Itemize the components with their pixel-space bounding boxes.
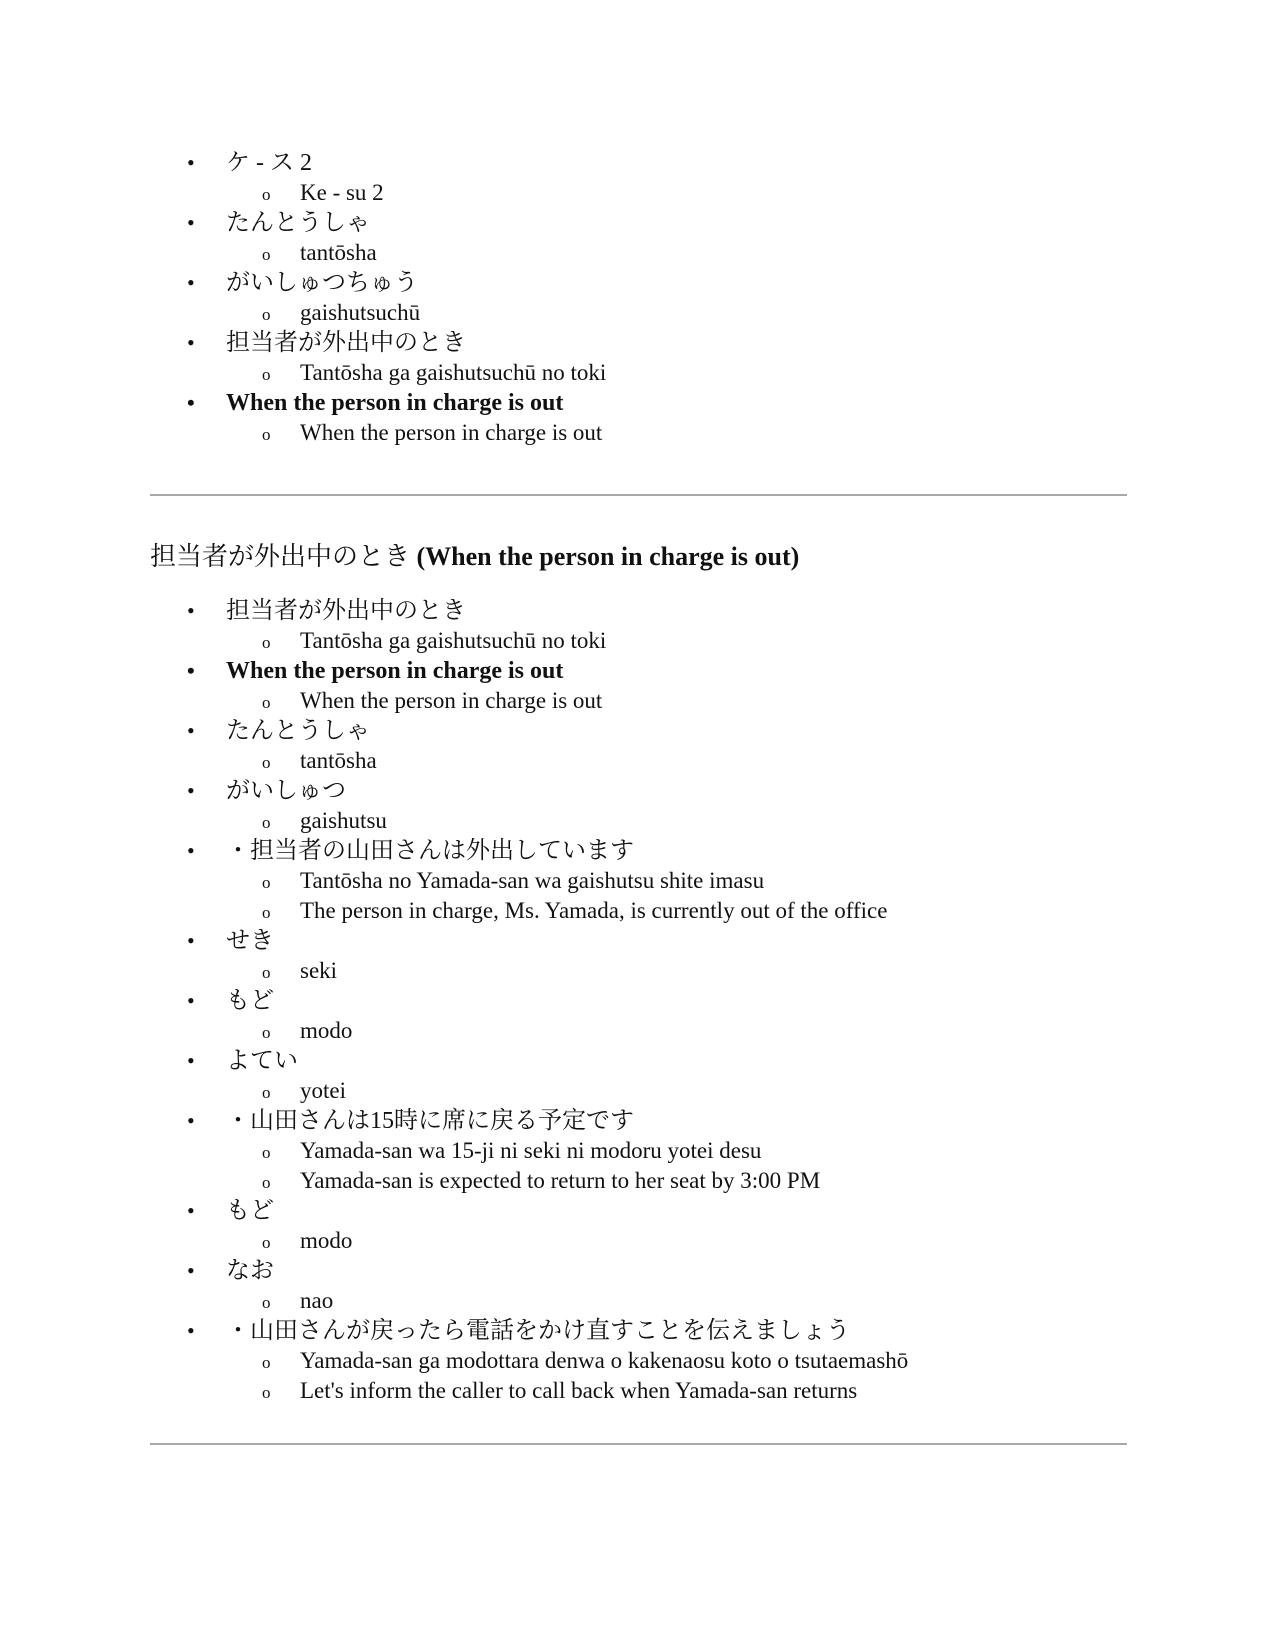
term — [0, 388, 1275, 418]
sub-list-item — [0, 896, 1275, 926]
term — [0, 776, 1275, 806]
bullet-disc-icon: • — [187, 1048, 195, 1073]
bullet-circle-icon: o — [262, 1083, 271, 1102]
sub-list — [0, 1076, 1275, 1106]
sub-list — [0, 1346, 1275, 1406]
sub-text: Yamada-san is expected to return to her seat by 3:00 PM — [300, 1168, 821, 1193]
list-item — [0, 208, 1275, 268]
bullet-circle-icon: o — [262, 1353, 271, 1372]
bullet-disc-icon: • — [187, 330, 195, 355]
vocab-list-1 — [0, 148, 1275, 448]
term — [0, 1316, 1275, 1346]
term-text: When the person in charge is out — [226, 390, 564, 416]
bullet-disc-icon: • — [187, 658, 195, 683]
sub-list — [0, 806, 1275, 836]
list-item — [0, 986, 1275, 1046]
term — [0, 1046, 1275, 1076]
sub-text: gaishutsu — [300, 808, 387, 833]
term-text: よてい — [226, 1048, 298, 1074]
sub-list-item — [0, 1076, 1275, 1106]
sub-text: modo — [300, 1018, 353, 1043]
term-text: When the person in charge is out — [226, 658, 564, 684]
bullet-circle-icon: o — [262, 1143, 271, 1162]
section-heading-en: (When the person in charge is out) — [416, 542, 800, 571]
term-text: たんとうしゃ — [226, 718, 370, 744]
sub-text: yotei — [300, 1078, 346, 1103]
sub-list-item — [0, 1286, 1275, 1316]
term — [0, 328, 1275, 358]
term — [0, 926, 1275, 956]
bullet-circle-icon: o — [262, 1173, 271, 1192]
sub-list-item — [0, 686, 1275, 716]
list-item — [0, 388, 1275, 448]
term — [0, 268, 1275, 298]
sub-list-item — [0, 1346, 1275, 1376]
list-item — [0, 836, 1275, 926]
term-text: ・山田さんは15時に席に戻る予定です — [226, 1108, 634, 1134]
list-item — [0, 1106, 1275, 1196]
bullet-disc-icon: • — [187, 988, 195, 1013]
term — [0, 716, 1275, 746]
list-item — [0, 926, 1275, 986]
sub-list-item — [0, 418, 1275, 448]
sub-text: Yamada-san wa 15-ji ni seki ni modoru yotei desu — [300, 1138, 762, 1163]
bullet-circle-icon: o — [262, 693, 271, 712]
bullet-circle-icon: o — [262, 873, 271, 892]
term-text: がいしゅつ — [226, 778, 346, 804]
sub-text: seki — [300, 958, 338, 983]
term — [0, 596, 1275, 626]
term-text: ケ - ス 2 — [226, 150, 312, 176]
bullet-circle-icon: o — [262, 753, 271, 772]
bullet-circle-icon: o — [262, 305, 271, 324]
term-text: たんとうしゃ — [226, 210, 370, 236]
term — [0, 1106, 1275, 1136]
sub-text: The person in charge, Ms. Yamada, is currently out of the office — [300, 898, 888, 923]
bullet-disc-icon: • — [187, 838, 195, 863]
bullet-disc-icon: • — [187, 210, 195, 235]
term — [0, 986, 1275, 1016]
list-item — [0, 776, 1275, 836]
bullet-circle-icon: o — [262, 903, 271, 922]
bullet-circle-icon: o — [262, 245, 271, 264]
bullet-disc-icon: • — [187, 150, 195, 175]
bullet-circle-icon: o — [262, 365, 271, 384]
sub-list — [0, 358, 1275, 388]
bullet-disc-icon: • — [187, 1108, 195, 1133]
sub-text: nao — [300, 1288, 334, 1313]
sub-list — [0, 1016, 1275, 1046]
sub-list — [0, 626, 1275, 656]
bullet-disc-icon: • — [187, 1198, 195, 1223]
list-item — [0, 268, 1275, 328]
section-heading — [150, 540, 799, 574]
bullet-circle-icon: o — [262, 1023, 271, 1042]
bullet-circle-icon: o — [262, 425, 271, 444]
bullet-disc-icon: • — [187, 270, 195, 295]
sub-text: Yamada-san ga modottara denwa o kakenaosu koto o tsutaemashō — [300, 1348, 909, 1373]
list-item — [0, 596, 1275, 656]
sub-text: When the person in charge is out — [300, 420, 603, 445]
list-item — [0, 328, 1275, 388]
term-text: ・山田さんが戻ったら電話をかけ直すことを伝えましょう — [226, 1318, 850, 1344]
sub-list — [0, 178, 1275, 208]
sub-list-item — [0, 866, 1275, 896]
term-text: なお — [226, 1258, 274, 1284]
sub-list-item — [0, 1136, 1275, 1166]
term — [0, 148, 1275, 178]
sub-list-item — [0, 298, 1275, 328]
sub-text: modo — [300, 1228, 353, 1253]
sub-text: Ke - su 2 — [300, 180, 384, 205]
sub-list — [0, 1286, 1275, 1316]
sub-list — [0, 1226, 1275, 1256]
sub-list-item — [0, 178, 1275, 208]
term-text: 担当者が外出中のとき — [226, 598, 466, 624]
bullet-circle-icon: o — [262, 185, 271, 204]
bullet-circle-icon: o — [262, 1293, 271, 1312]
term-text: せき — [226, 928, 274, 954]
sub-list-item — [0, 956, 1275, 986]
sub-list-item — [0, 806, 1275, 836]
list-item — [0, 1046, 1275, 1106]
sub-list-item — [0, 238, 1275, 268]
list-item — [0, 1316, 1275, 1406]
bullet-circle-icon: o — [262, 963, 271, 982]
bullet-circle-icon: o — [262, 813, 271, 832]
sub-list-item — [0, 626, 1275, 656]
sub-text: Tantōsha ga gaishutsuchū no toki — [300, 360, 607, 385]
bullet-disc-icon: • — [187, 1258, 195, 1283]
bullet-disc-icon: • — [187, 1318, 195, 1343]
list-item — [0, 148, 1275, 208]
bullet-disc-icon: • — [187, 778, 195, 803]
vocab-list-2 — [0, 596, 1275, 1406]
sub-list — [0, 746, 1275, 776]
section-heading-jp: 担当者が外出中のとき — [150, 542, 411, 571]
sub-text: gaishutsuchū — [300, 300, 421, 325]
bullet-circle-icon: o — [262, 633, 271, 652]
list-item — [0, 1196, 1275, 1256]
sub-list-item — [0, 1226, 1275, 1256]
term-text: もど — [226, 988, 274, 1014]
sub-list-item — [0, 1376, 1275, 1406]
bullet-disc-icon: • — [187, 928, 195, 953]
sub-text: tantōsha — [300, 240, 377, 265]
sub-text: When the person in charge is out — [300, 688, 603, 713]
term — [0, 1196, 1275, 1226]
bullet-disc-icon: • — [187, 598, 195, 623]
list-item — [0, 1256, 1275, 1316]
sub-list-item — [0, 1016, 1275, 1046]
sub-list — [0, 686, 1275, 716]
sub-list — [0, 866, 1275, 926]
sub-text: Tantōsha ga gaishutsuchū no toki — [300, 628, 607, 653]
sub-list — [0, 418, 1275, 448]
sub-list — [0, 1136, 1275, 1196]
term-text: がいしゅつちゅう — [226, 270, 418, 296]
bullet-disc-icon: • — [187, 718, 195, 743]
term — [0, 656, 1275, 686]
sub-list-item — [0, 358, 1275, 388]
term — [0, 836, 1275, 866]
sub-list — [0, 956, 1275, 986]
sub-text: Let's inform the caller to call back when Yamada-san returns — [300, 1378, 858, 1403]
horizontal-rule — [150, 1443, 1127, 1445]
sub-list — [0, 238, 1275, 268]
term — [0, 1256, 1275, 1286]
term-text: 担当者が外出中のとき — [226, 330, 466, 356]
term-text: ・担当者の山田さんは外出しています — [226, 838, 634, 864]
sub-list — [0, 298, 1275, 328]
bullet-circle-icon: o — [262, 1383, 271, 1402]
sub-text: Tantōsha no Yamada-san wa gaishutsu shite imasu — [300, 868, 765, 893]
list-item — [0, 656, 1275, 716]
bullet-circle-icon: o — [262, 1233, 271, 1252]
sub-list-item — [0, 1166, 1275, 1196]
sub-text: tantōsha — [300, 748, 377, 773]
horizontal-rule — [150, 494, 1127, 496]
term — [0, 208, 1275, 238]
sub-list-item — [0, 746, 1275, 776]
list-item — [0, 716, 1275, 776]
bullet-disc-icon: • — [187, 390, 195, 415]
term-text: もど — [226, 1198, 274, 1224]
